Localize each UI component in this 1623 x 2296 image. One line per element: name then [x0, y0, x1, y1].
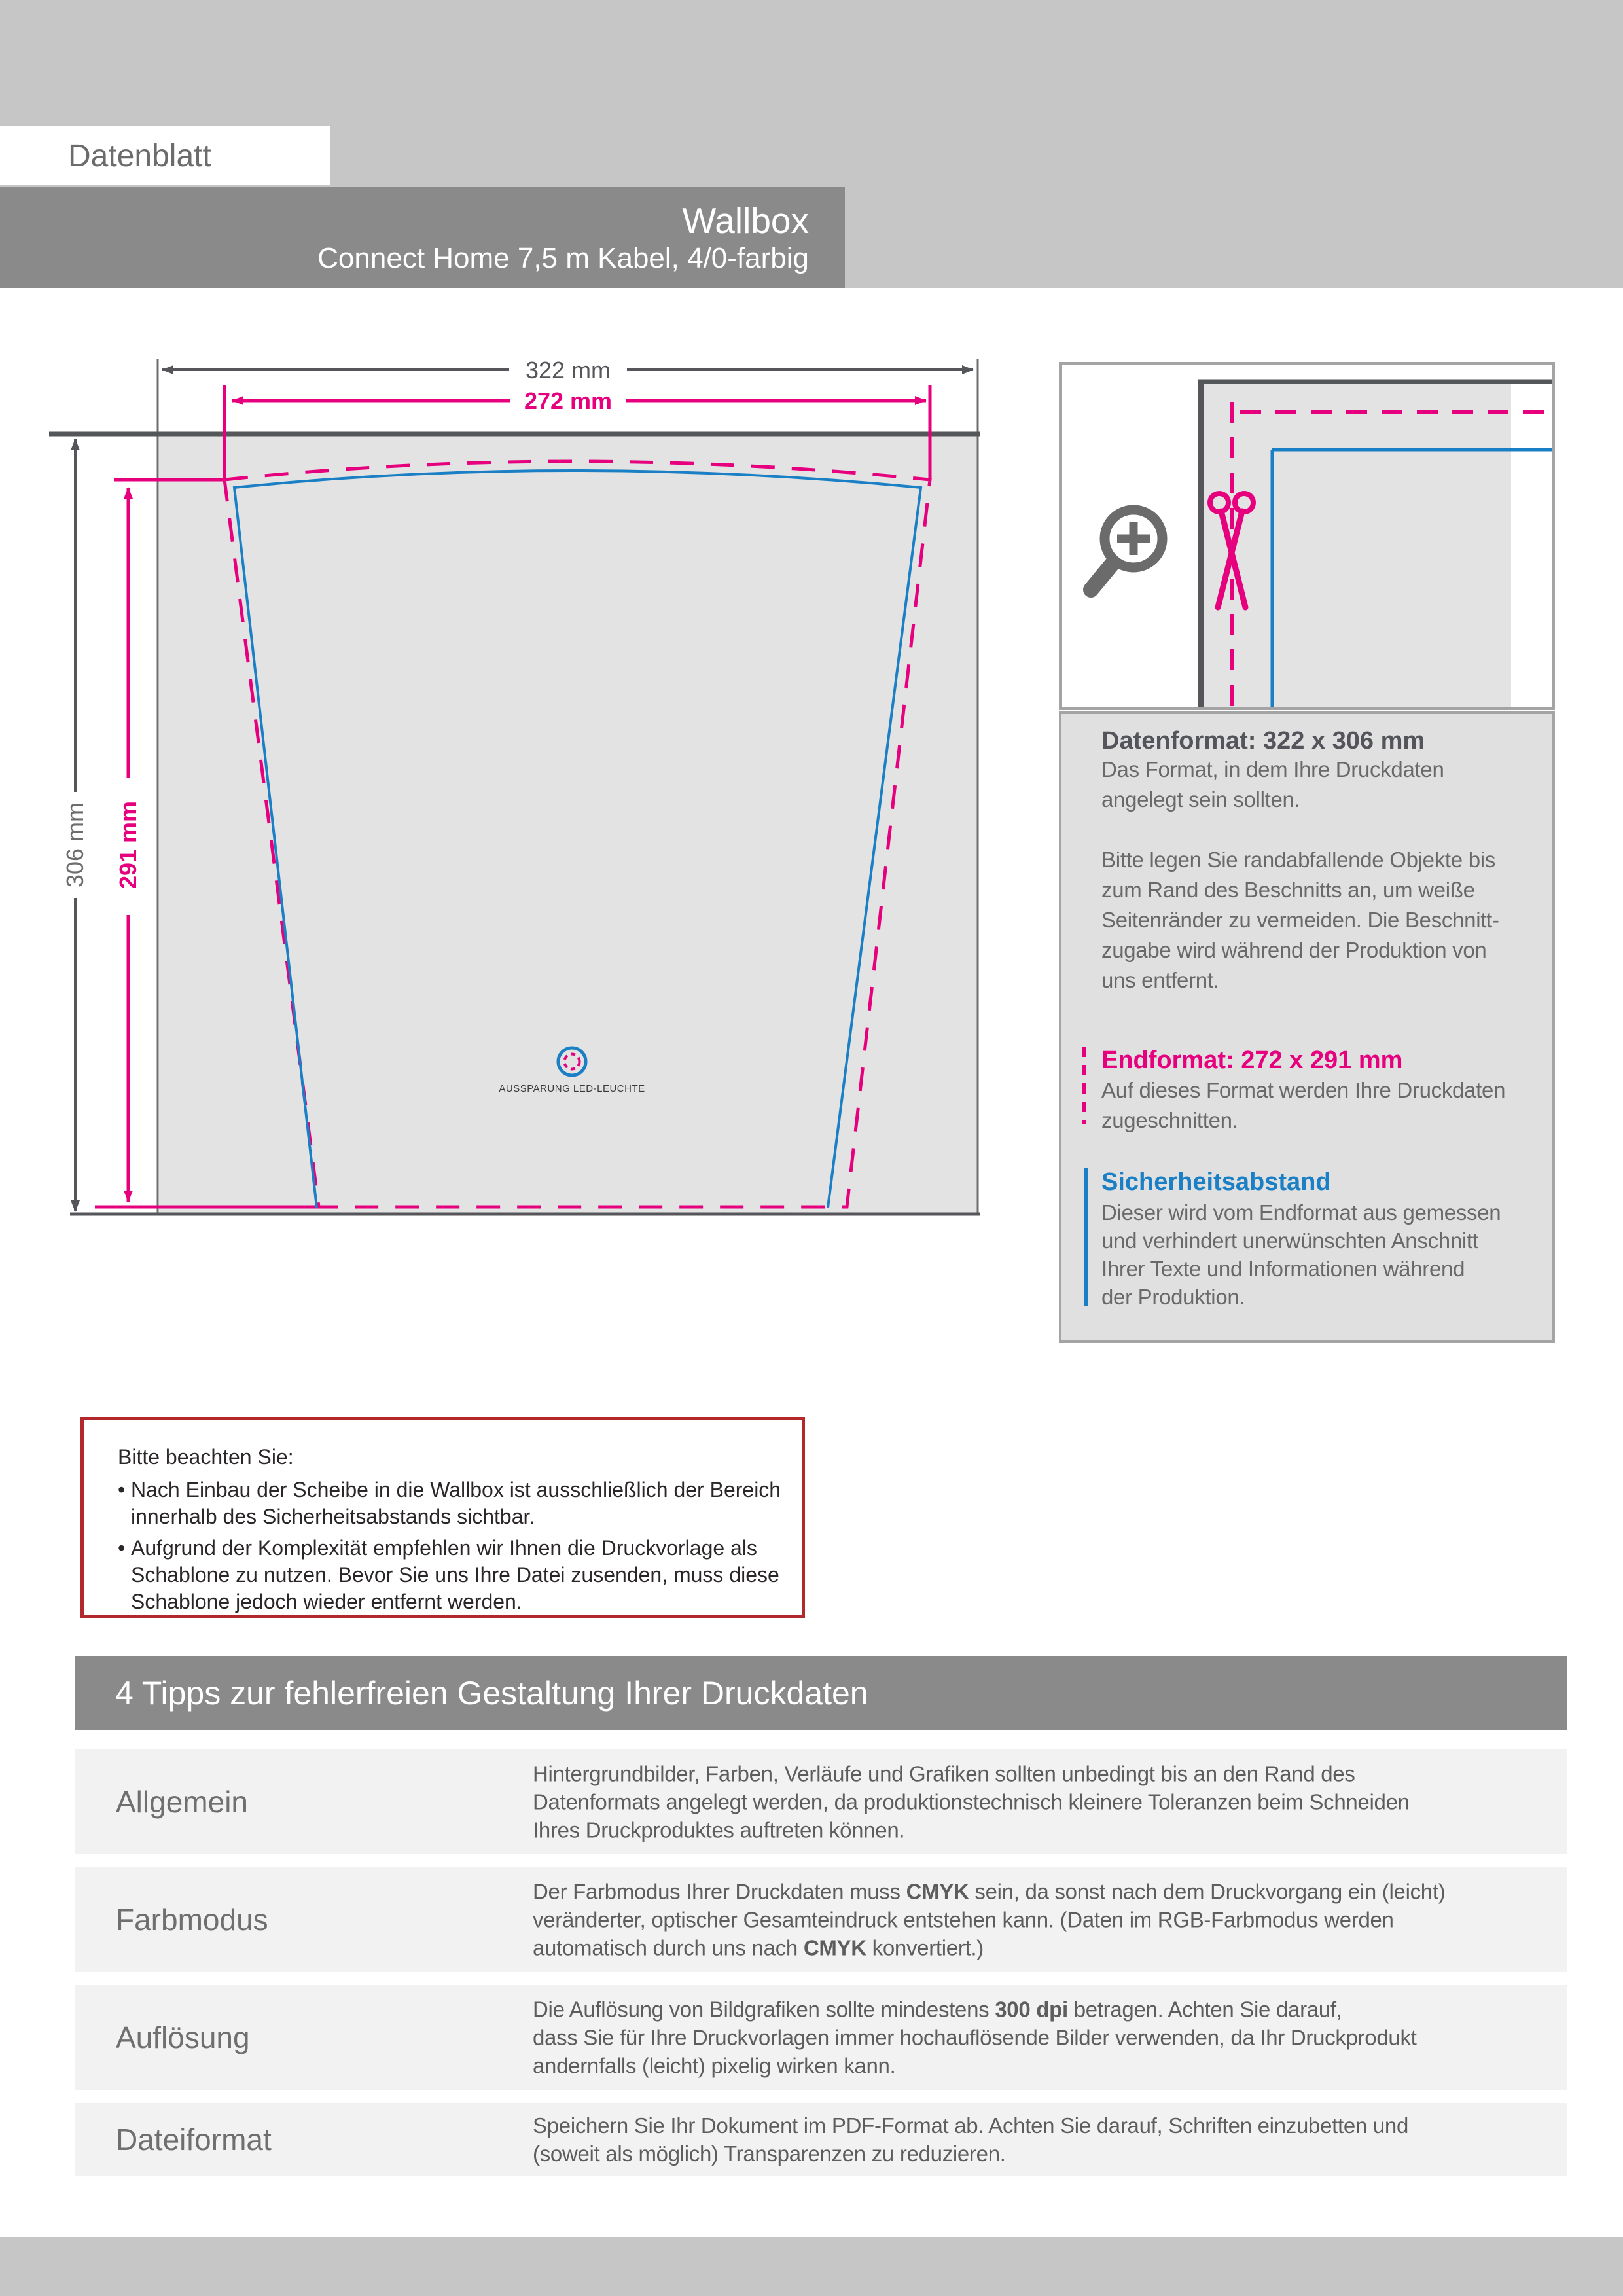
tip-label: Dateiformat: [116, 2123, 272, 2157]
tip-row-dateiformat: [75, 2103, 1567, 2176]
note-list: [118, 1477, 781, 1620]
tips-banner-title: 4 Tipps zur fehlerfreien Gestaltung Ihrer Druckdaten: [115, 1674, 868, 1712]
dim-label-291: 291 mm: [115, 800, 141, 889]
page-title: Wallbox: [682, 200, 809, 241]
safety-text: Dieser wird vom Endformat aus gemessen und verhindert unerwünschten Anschnitt Ihrer Texte und Informationen während der Produktion.: [1101, 1200, 1501, 1309]
dim-label-322: 322 mm: [525, 357, 611, 384]
doc-label-box: [0, 126, 330, 185]
print-template-diagram: [39, 353, 1021, 1250]
tip-row-allgemein: [75, 1749, 1567, 1854]
dim-label-272: 272 mm: [524, 387, 613, 414]
format-info-panel: [1059, 711, 1555, 1343]
safety-line-marker: [1084, 1168, 1088, 1306]
footer-gray-band: [0, 2237, 1623, 2296]
page-subtitle: Connect Home 7,5 m Kabel, 4/0-farbig: [317, 242, 809, 274]
led-label: AUSSPARUNG LED-LEUCHTE: [499, 1083, 645, 1094]
tip-row-farbmodus: [75, 1867, 1567, 1972]
doc-label: Datenblatt: [68, 138, 211, 173]
tip-label: Auflösung: [116, 2020, 250, 2054]
endformat-title: Endformat: 272 x 291 mm: [1101, 1047, 1403, 1074]
datenformat-text: Das Format, in dem Ihre Druckdaten angelegt sein sollten.: [1101, 757, 1444, 812]
note-bullet-1: • Nach Einbau der Scheibe in die Wallbox ist ausschließlich der Bereich innerhalb des Sicherheitsabstands sichtbar.: [118, 1478, 781, 1528]
corner-detail-diagram: [1062, 365, 1552, 707]
safety-title: Sicherheitsabstand: [1101, 1168, 1331, 1196]
tip-text: Der Farbmodus Ihrer Druckdaten muss CMYK sein, da sonst nach dem Druckvorgang ein (leicht) veränderter, optischer Gesamteindruck entstehen kann. (Daten im RGB-Farbmodus werden automatisch durch uns nach CMYK konvertiert.): [533, 1879, 1446, 1960]
tip-label: Allgemein: [116, 1785, 248, 1819]
tip-row-aufloesung: [75, 1985, 1567, 2090]
header-bar: [0, 187, 845, 288]
endformat-dashed-marker: [1082, 1047, 1086, 1124]
note-bullet-2: • Aufgrund der Komplexität empfehlen wir Ihnen die Druckvorlage als Schablone zu nutzen. Bevor Sie uns Ihre Datei zusenden, muss diese Schablone jedoch wieder entfernt werden.: [118, 1536, 779, 1613]
datenformat-area: [159, 436, 978, 1214]
note-title: Bitte beachten Sie:: [118, 1445, 294, 1469]
note-box: [80, 1417, 805, 1618]
tip-text: Speichern Sie Ihr Dokument im PDF-Format ab. Achten Sie darauf, Schriften einzubetten und (soweit als möglich) Transparenzen zu reduzieren.: [533, 2113, 1408, 2166]
tips-banner: [75, 1656, 1567, 1730]
datenformat-title: Datenformat: 322 x 306 mm: [1101, 727, 1425, 755]
endformat-text: Auf dieses Format werden Ihre Druckdaten zugeschnitten.: [1101, 1078, 1506, 1132]
corner-detail-box: [1059, 362, 1555, 710]
tip-text: Die Auflösung von Bildgrafiken sollte mindestens 300 dpi betragen. Achten Sie darauf, dass Sie für Ihre Druckvorlagen immer hochauflösende Bilder verwenden, da Ihr Druckprodukt andernfalls (leicht) pixelig wirken kann.: [533, 1997, 1417, 2078]
bleed-text: Bitte legen Sie randabfallende Objekte bis zum Rand des Beschnitts an, um weiße Seitenränder zu vermeiden. Die Beschnitt- zugabe wird während der Produktion von uns entfernt.: [1101, 848, 1499, 992]
tip-text: Hintergrundbilder, Farben, Verläufe und Grafiken sollten unbedingt bis an den Rand des Datenformats angelegt werden, da produktionstechnisch kleinere Toleranzen beim Schneiden Ihres Druckproduktes auftreten können.: [533, 1761, 1410, 1842]
magnifier-icon: [1091, 510, 1162, 590]
detail-bleed-area: [1204, 384, 1511, 707]
dim-label-306: 306 mm: [62, 802, 88, 888]
tip-label: Farbmodus: [116, 1903, 268, 1937]
